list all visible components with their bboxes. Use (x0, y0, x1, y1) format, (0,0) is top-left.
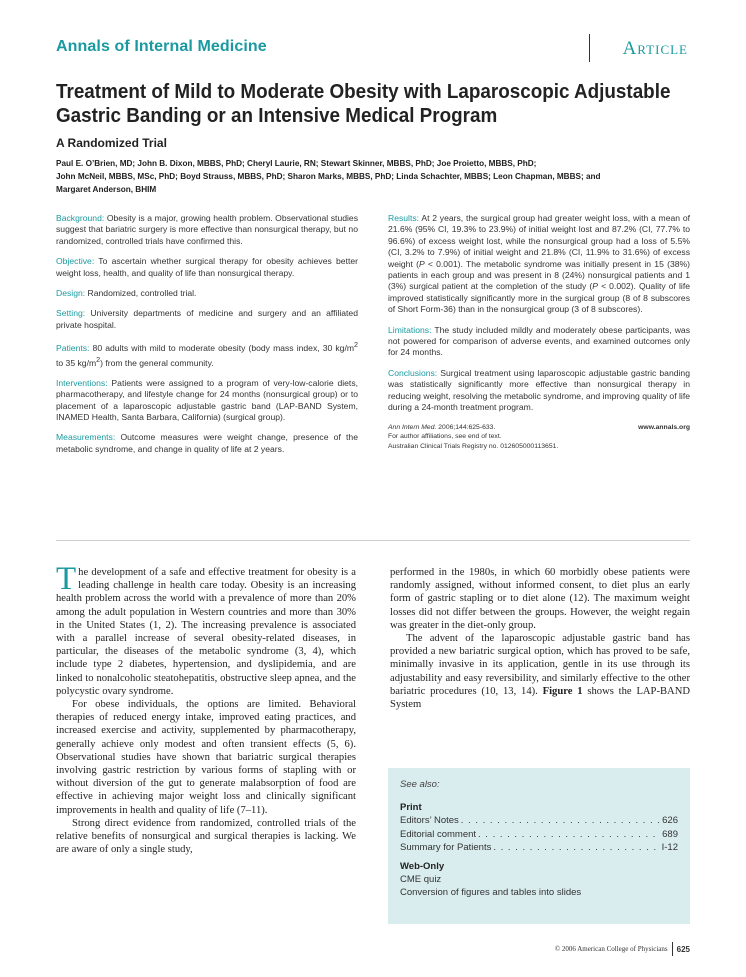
trial-registry: Australian Clinical Trials Registry no. 012605000113651. (388, 442, 559, 450)
paragraph-text: The advent of the laparoscopic adjustable gastric band has provided a new bariatric surgical option, which has proved to be safe, minimally invasive in its application, gentle in its use through its adjustability and easy reversibility, and similarly effective to the other bariatric procedures (10, 13, 14). (390, 633, 690, 697)
see-also-item[interactable] (400, 814, 678, 827)
journal-header (56, 34, 690, 66)
abstract-interventions (56, 378, 358, 424)
item-page: 689 (662, 828, 678, 840)
affiliations-note: For author affiliations, see end of text. (388, 433, 502, 440)
figure-reference-link[interactable]: Figure 1 (542, 685, 583, 697)
p-value-symbol: P (418, 258, 425, 269)
section-text: At 2 years, the surgical group had greater weight loss, with a mean of 21.6% (95% CI, 19.3% to 23.9%) of initial weight lost and 87.2% (CI, 77.7% to 96.6%) of excess weight lost, while the nonsurgical group had a loss of 5.5% (CI, 3.2% to 7.9%) of initial weight and 21.8% (CI, 11.9% to 31.6%) of excess weight ( (388, 213, 690, 269)
abstract-limitations (388, 325, 690, 359)
paragraph-text: shows the LAP-BAND System (390, 685, 690, 711)
see-also-item[interactable] (400, 828, 678, 841)
section-divider (56, 540, 690, 541)
title-line-2: Gastric Banding or an Intensive Medical Program (56, 104, 498, 127)
author-list (56, 157, 696, 196)
title-line-1: Treatment of Mild to Moderate Obesity with Laparoscopic Adjustable (56, 80, 671, 103)
section-text: Patients were assigned to a program of very-low-calorie diets, pharmacotherapy, and lifestyle change for 24 months (nonsurgical group) or to placement of a laparoscopic adjustable gastric band (LAP-BAND System, INAMED Health, Santa Barbara, California) (surgical group). (56, 377, 358, 422)
section-heading: Patients: (56, 343, 90, 354)
web-item-cme-quiz[interactable]: CME quiz (400, 874, 442, 886)
see-also-item[interactable] (400, 841, 678, 854)
section-text: Outcome measures were weight change, presence of the metabolic syndrome, and change in quality of life at 2 years. (56, 432, 358, 454)
section-text: < 0.001). The metabolic syndrome was initially present in 15 (38%) patients in each group and was present in 8 (24%) nonsurgical patients and 1 (3%) surgical patient at the completion of the study ( (388, 258, 691, 292)
leader-dots (493, 841, 659, 854)
authors-line-2: John McNeil, MBBS, MSc, PhD; Boyd Strauss, MBBS, PhD; Sharon Marks, MBBS, PhD; Linda Schachter, MBBS; Leon Chapman, MBBS; and (56, 172, 601, 181)
article-title (56, 80, 700, 128)
section-text: ) from the general community. (100, 357, 214, 368)
print-heading: Print (400, 802, 422, 814)
section-text: Randomized, controlled trial. (85, 288, 197, 299)
body-left-column (56, 561, 356, 856)
section-heading: Objective: (56, 256, 95, 267)
abstract-setting (56, 308, 358, 331)
header-divider (589, 34, 590, 62)
section-heading: Interventions: (56, 377, 108, 388)
section-heading: Setting: (56, 308, 86, 319)
body-paragraph (390, 632, 690, 711)
article-subtitle: A Randomized Trial (56, 136, 167, 150)
journal-url-link[interactable]: www.annals.org (638, 423, 690, 431)
article-type-label: Article (622, 38, 688, 59)
superscript: 2 (354, 341, 358, 350)
journal-name: Annals of Internal Medicine (56, 38, 267, 55)
section-heading: Limitations: (388, 324, 432, 335)
body-paragraph (56, 561, 356, 698)
section-heading: Background: (56, 213, 105, 223)
superscript: 2 (96, 355, 101, 364)
abstract-left-column (56, 213, 358, 464)
section-text: University departments of medicine and surgery and an affiliated private hospital. (56, 308, 358, 330)
item-page: I-12 (661, 841, 678, 853)
abstract-measurements (56, 432, 358, 455)
item-page: 626 (662, 815, 678, 827)
footer-divider (672, 942, 673, 956)
authors-line-1: Paul E. O’Brien, MD; John B. Dixon, MBBS, PhD; Cheryl Laurie, RN; Stewart Skinner, MBBS, PhD; Joe Proietto, MBBS, PhD; (56, 159, 537, 168)
abstract-conclusions (388, 368, 690, 414)
body-right-column (390, 566, 690, 711)
abstract-objective (56, 256, 358, 279)
page-number: 625 (676, 944, 690, 954)
leader-dots (478, 828, 660, 841)
web-item-slides[interactable]: Conversion of figures and tables into slides (400, 887, 582, 899)
section-heading: Design: (56, 288, 86, 299)
section-heading: Measurements: (56, 432, 116, 443)
item-label: Editorial comment (400, 828, 477, 840)
p-value-symbol: P (592, 281, 599, 292)
paragraph-text: he development of a safe and effective treatment for obesity is a leading challenge in health care today. Obesity is an increasing health problem across the world with a prevalence of more than 20% among the adult population in Western countries and more than 30% in the United States (1, 2). The increasing prevalence is associated with a parallel increase of several obesity-related diseases, in particular, the diseases of the metabolic syndrome (3, 4), which include type 2 diabetes, hypertension, and dyslipidemia, and are linked to nonalcoholic steatohepatitis, obstructive sleep apnea, and the polycystic ovary syndrome. (56, 567, 356, 697)
leader-dots (461, 814, 660, 827)
body-paragraph: Strong direct evidence from randomized, controlled trials of the relative benefits of nonsurgical and surgical therapies is lacking. We are aware of only a single study, (56, 817, 356, 856)
abstract-background (56, 213, 358, 247)
authors-line-3: Margaret Anderson, BHIM (56, 185, 157, 194)
drop-cap: T (56, 561, 77, 597)
section-text: to 35 kg/m (56, 357, 97, 368)
see-also-title: See also: (400, 779, 440, 790)
abstract-design (56, 288, 358, 299)
see-also-box (388, 768, 690, 924)
web-only-heading: Web-Only (400, 861, 445, 873)
section-text: Obesity is a major, growing health problem. Observational studies suggest that bariatric surgery is more effective than nonsurgical therapy, but no randomized, controlled trials have confirmed this. (56, 213, 358, 246)
journal-abbrev: Ann Intern Med. (388, 423, 437, 431)
abstract-results (388, 213, 690, 316)
section-text: To ascertain whether surgical therapy for obesity achieves better weight loss, health, and quality of life than nonsurgical therapy. (56, 256, 358, 278)
copyright: © 2006 American College of Physicians (554, 945, 668, 953)
abstract-right-column (388, 213, 690, 451)
page-footer (555, 942, 690, 956)
body-paragraph: performed in the 1980s, in which 60 morbidly obese patients were randomly assigned, without informed consent, to diet plus an early form of gastric stapling or to diet alone (12). The maximum weight losses did not differ between the groups. However, the weight regain was greater in the diet-only group. (390, 567, 690, 631)
item-label: Summary for Patients (400, 841, 492, 853)
body-paragraph: For obese individuals, the options are limited. Behavioral therapies of reduced energy intake, improved eating practices, and increased exercise and activity, supplemented by pharmacotherapy, generally achieve only modest and often transient effects (5, 6). Observational studies have shown that bariatric surgical therapies involving gastric restriction by various forms of stapling with or without diversion of the gut to generate malabsorption of food are effective in achieving major weight loss and clinically significant improvements in health and quality of life (7–11). (56, 699, 356, 816)
section-heading: Conclusions: (388, 367, 438, 378)
citation-line (388, 423, 690, 433)
section-text: < 0.002). Quality of life improved statistically significantly more in the surgical group (8 of 8 subscores of Short Form-36) than in the nonsurgical group (3 of 8 subscores). (388, 281, 690, 315)
section-text: Surgical treatment using laparoscopic adjustable gastric banding was statistically significantly more effective than nonsurgical therapy in reducing weight, resolving the metabolic syndrome, and improving quality of life during a 24-month treatment program. (388, 367, 690, 413)
section-text: The study included mildly and moderately obese participants, was not powered for comparison of adverse events, and examined outcomes only for 24 months. (388, 324, 690, 358)
section-text: 80 adults with mild to moderate obesity (body mass index, 30 kg/m (89, 343, 355, 354)
section-heading: Results: (388, 213, 420, 223)
citation-ref: 2006;144:625-633. (436, 423, 496, 431)
abstract-patients (56, 340, 358, 369)
item-label: Editors’ Notes (400, 815, 459, 827)
